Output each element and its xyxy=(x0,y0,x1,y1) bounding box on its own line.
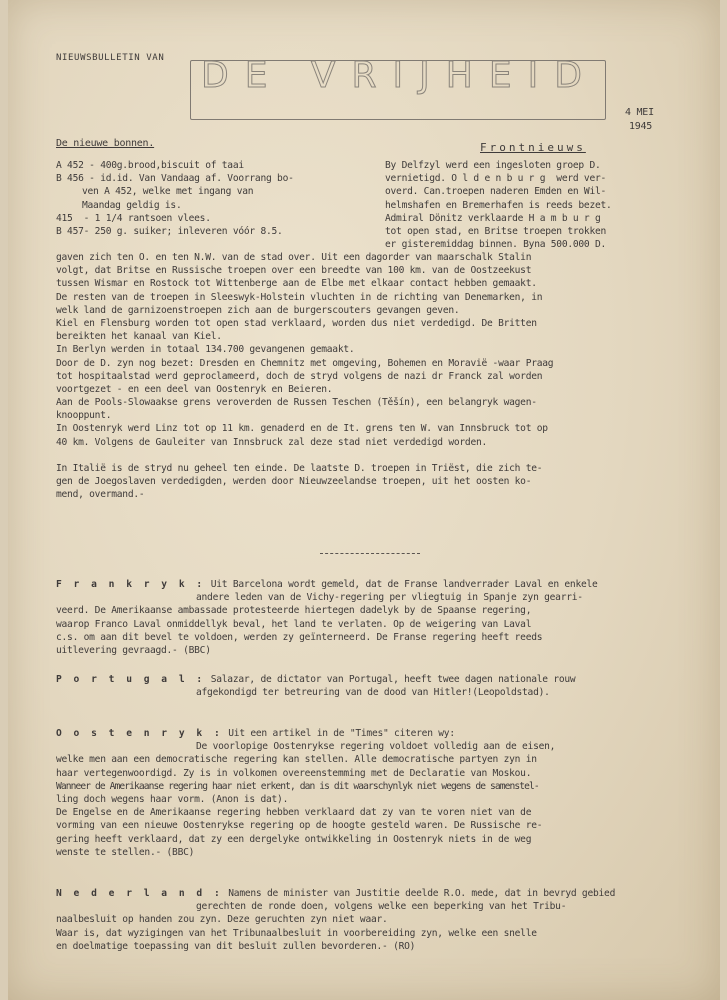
text-line: De Engelse en de Amerikaanse regering hebben verklaard dat zy van te voren niet van de xyxy=(56,807,532,819)
section-divider xyxy=(320,553,420,555)
text-line: ling doch wegens haar vorm. (Anon is dat). xyxy=(56,793,289,805)
ration-line: B 456 - id.id. Van Vandaag af. Voorrang bo- xyxy=(56,173,294,185)
text-line: tot hospitaalstad werd geproclameerd, doch de stryd volgens de nazi dr Franck zal worden xyxy=(56,370,543,382)
text-line: c.s. om aan dit bevel te voldoen, werden zy geïnterneerd. De Franse regering heeft reeds xyxy=(56,631,543,643)
text-line: waarop Franco Laval onmiddellyk beval, het land te verlaten. Op de weigering van Laval xyxy=(56,618,532,630)
text-line: Salazar, de dictator van Portugal, heeft twee dagen nationale rouw xyxy=(205,674,576,685)
text-line: De resten van de troepen in Sleeswyk-Holstein vluchten in de richting van Denemarken, in xyxy=(56,291,543,303)
text-line: afgekondigd ter betreuring van de dood van Hitler!(Leopoldstad). xyxy=(196,687,550,699)
text-line: Door de D. zyn nog bezet: Dresden en Chemnitz met omgeving, Bohemen en Moravië -waar Praag xyxy=(56,357,554,369)
text-line: De voorlopige Oostenrykse regering voldoet volledig aan de eisen, xyxy=(196,741,556,753)
text-line: knooppunt. xyxy=(56,410,112,422)
front-line: vernietigd. O l d e n b u r g werd ver- xyxy=(385,173,607,185)
front-news-heading: Frontnieuws xyxy=(480,141,586,154)
france-label: F r a n k r y k : xyxy=(56,579,206,590)
ration-line: Maandag geldig is. xyxy=(82,199,182,211)
text-line: Aan de Pools-Slowaakse grens veroverden de Russen Teschen (Těšín), een belangryk wagen- xyxy=(56,397,537,409)
text-line: haar vertegenwoordigd. Zy is in volkomen overeenstemming met de Declaratie van Moskou. xyxy=(56,767,532,779)
text-line: veerd. De Amerikaanse ambassade protesteerde hiertegen dadelyk by de Spaanse regering, xyxy=(56,605,532,617)
rations-heading: De nieuwe bonnen. xyxy=(56,138,155,149)
issue-date-day: 4 MEI xyxy=(625,107,654,118)
masthead-title: DE VRIJHEID xyxy=(201,55,598,96)
ration-line: A 452 - 400g.brood,biscuit of taai xyxy=(56,160,244,171)
text-line: gerechten de ronde doen, volgens welke een beperking van het Tribu- xyxy=(196,901,567,913)
front-line: By Delfzyl werd een ingesloten groep D. xyxy=(385,160,601,171)
text-line: Uit Barcelona wordt gemeld, dat de Franse landverrader Laval en enkele xyxy=(205,579,598,590)
issue-date-year: 1945 xyxy=(629,121,653,132)
front-line: overd. Can.troepen naderen Emden en Wil- xyxy=(385,186,607,198)
text-line: volgt, dat Britse en Russische troepen over een breedte van 100 km. van de Oostzeekust xyxy=(56,265,532,277)
austria-section xyxy=(56,727,716,859)
france-section xyxy=(56,578,716,657)
rations-list xyxy=(56,159,386,238)
text-line: Uit een artikel in de "Times" citeren wy: xyxy=(222,728,455,739)
masthead-box xyxy=(190,55,606,120)
text-line: In Oostenryk werd Linz tot op 11 km. genaderd en de It. grens ten W. van Innsbruck tot op xyxy=(56,423,548,435)
text-line: Wanneer de Amerikaanse regering haar niet erkent, dan is dit waarschynlyk niet wegens de samenstel- xyxy=(56,780,539,792)
newsletter-page xyxy=(8,0,720,1000)
ration-line: ven A 452, welke met ingang van xyxy=(82,186,254,198)
front-news-column xyxy=(385,159,715,251)
text-line: In Italië is de stryd nu geheel ten einde. De laatste D. troepen in Triëst, die zich te- xyxy=(56,463,543,474)
text-line: vorming van een nieuwe Oostenrykse regering op de hoogte gesteld waren. De Russische re- xyxy=(56,820,543,832)
front-line: er gisteremiddag binnen. Bynа 500.000 D. xyxy=(385,239,607,251)
text-line: gering heeft verklaard, dat zy een dergelyke ontwikkeling in Oostenryk niets in de weg xyxy=(56,833,532,845)
portugal-section xyxy=(56,673,716,699)
text-line: wenste te stellen.- (BBC) xyxy=(56,846,195,858)
text-line: Namens de minister van Justitie deelde R.O. mede, dat in bevryd gebied xyxy=(222,888,616,899)
austria-label: O o s t e n r y k : xyxy=(56,728,223,739)
text-line: andere leden van de Vichy-regering per vliegtuig in Spanje zyn gearri- xyxy=(196,592,583,604)
text-line: en doelmatige toepassing van dit besluit zullen bevorderen.- (RO) xyxy=(56,940,416,952)
text-line: Waar is, dat wyzigingen van het Tribunaalbesluit in voorbereiding zyn, welke een snelle xyxy=(56,927,537,939)
text-line: uitlevering gevraagd.- (BBC) xyxy=(56,644,211,656)
netherlands-label: N e d e r l a n d : xyxy=(56,888,223,899)
text-line: 40 km. Volgens de Gauleiter van Innsbruck zal deze stad niet verdedigd worden. xyxy=(56,436,488,448)
portugal-label: P o r t u g a l : xyxy=(56,674,206,685)
ration-line: B 457- 250 g. suiker; inleveren vóór 8.5. xyxy=(56,225,283,237)
text-line: gen de Joegoslaven verdedigden, werden door Nieuwzeelandse troepen, uit het oosten ko- xyxy=(56,476,532,488)
text-line: naalbesluit op handen zou zyn. Deze geruchten zyn niet waar. xyxy=(56,914,388,926)
text-line: gaven zich ten O. en ten N.W. van de stad over. Uit een dagorder van maarschalk Stalin xyxy=(56,252,532,263)
front-news-continued xyxy=(56,251,716,502)
text-line: mend, overmand.- xyxy=(56,489,145,501)
front-line: tot open stad, en Britse troepen trokken xyxy=(385,225,607,237)
front-line: Admiral Dönitz verklaarde H a m b u r g xyxy=(385,212,601,224)
text-line: tussen Wismar en Rostock tot Wittenberge aan de Elbe met elkaar contact hebben gemaakt. xyxy=(56,278,537,290)
text-line xyxy=(56,449,716,462)
front-line: helmshafen en Bremerhafen is reeds bezet. xyxy=(385,199,612,211)
text-line: welke men aan een democratische regering kan stellen. Alle democratische partyen zyn in xyxy=(56,754,537,766)
header-label: NIEUWSBULLETIN VAN xyxy=(56,53,165,63)
text-line: Kiel en Flensburg worden tot open stad verklaard, worden dus niet verdedigd. De Britten xyxy=(56,317,537,329)
netherlands-section xyxy=(56,887,716,953)
text-line: voortgezet - en een deel van Oostenryk en Beieren. xyxy=(56,383,333,395)
ration-line: 415 - 1 1/4 rantsoen vlees. xyxy=(56,212,211,224)
text-line: In Berlyn werden in totaal 134.700 gevangenen gemaakt. xyxy=(56,344,355,356)
text-line: welk land de garnizoenstroepen zich aan de burgerscouters gevangen geven. xyxy=(56,304,460,316)
text-line: bereikten het kanaal van Kiel. xyxy=(56,331,222,343)
